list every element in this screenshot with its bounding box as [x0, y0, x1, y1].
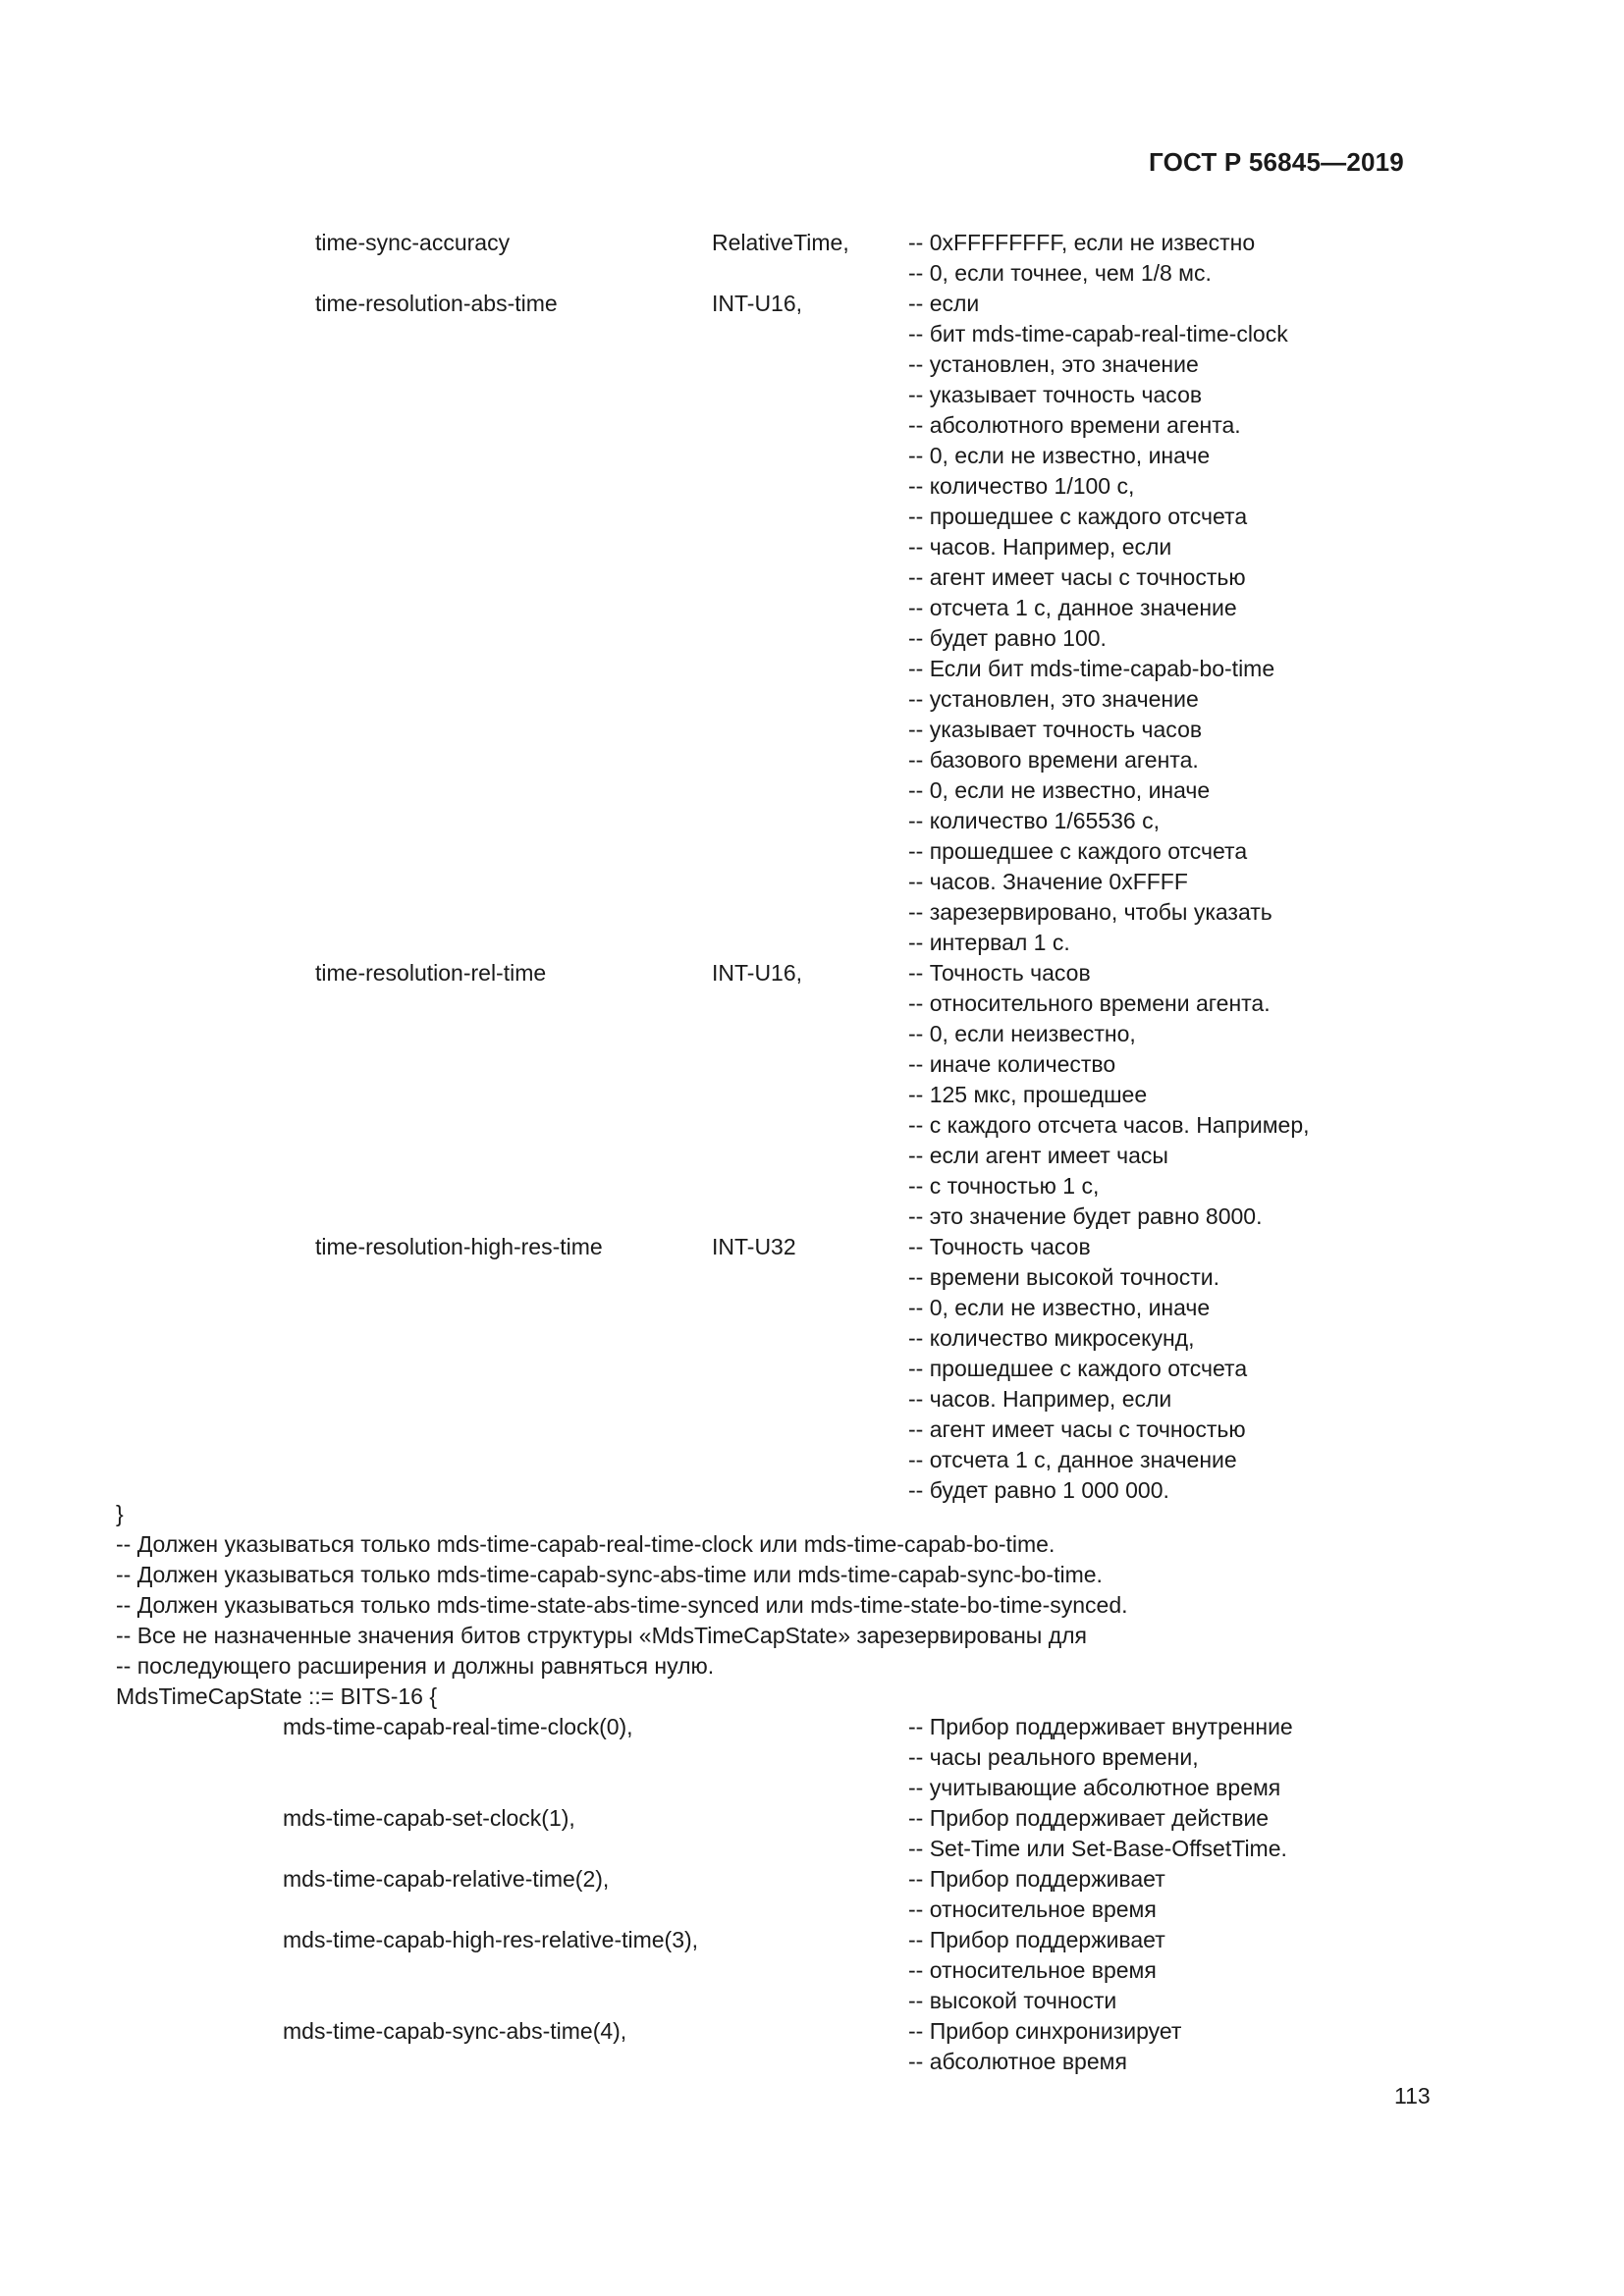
comment-line: -- если	[908, 291, 980, 316]
standard-designation: ГОСТ Р 56845—2019	[1149, 147, 1404, 177]
text-line: }	[116, 1501, 124, 1526]
comment-line: -- часы реального времени,	[908, 1744, 1199, 1770]
attribute-comment	[908, 1232, 1247, 1506]
attribute-type: INT-U16,	[712, 960, 803, 986]
text-line: -- последующего расширения и должны равняться нулю.	[116, 1653, 715, 1679]
comment-line: -- учитывающие абсолютное время	[908, 1775, 1281, 1800]
comment-line: -- 0, если не известно, иначе	[908, 777, 1211, 803]
comment-line: -- относительное время	[908, 1957, 1157, 1983]
comment-line: -- агент имеет часы с точностью	[908, 1416, 1246, 1442]
comment-line: -- Прибор поддерживает	[908, 1927, 1165, 1952]
comment-line: -- 0, если не известно, иначе	[908, 1295, 1211, 1320]
comment-line: -- базового времени агента.	[908, 747, 1199, 773]
attribute-name: time-sync-accuracy	[315, 230, 511, 255]
comment-line: -- Прибор синхронизирует	[908, 2018, 1182, 2044]
bit-name: mds-time-capab-set-clock(1),	[283, 1805, 575, 1831]
bit-name: mds-time-capab-sync-abs-time(4),	[283, 2018, 627, 2044]
attribute-type: INT-U32	[712, 1234, 796, 1259]
comment-line: -- интервал 1 с.	[908, 930, 1070, 955]
comment-line: -- с каждого отсчета часов. Например,	[908, 1112, 1310, 1138]
attribute-row	[0, 289, 1624, 958]
comment-line: -- количество 1/65536 с,	[908, 808, 1160, 833]
bit-name: mds-time-capab-real-time-clock(0),	[283, 1714, 633, 1739]
comment-line: -- часов. Например, если	[908, 534, 1172, 560]
comment-line: -- 0, если неизвестно,	[908, 1021, 1136, 1046]
comment-line: -- отсчета 1 с, данное значение	[908, 595, 1237, 620]
text-line: -- Должен указываться только mds-time-capab-real-time-clock или mds-time-capab-bo-time.	[116, 1531, 1056, 1557]
comment-line: -- бит mds-time-capab-real-time-clock	[908, 321, 1288, 347]
comment-line: -- относительного времени агента.	[908, 990, 1271, 1016]
comment-line: -- 0xFFFFFFFF, если не известно	[908, 230, 1256, 255]
attribute-type: RelativeTime,	[712, 230, 849, 255]
bit-name: mds-time-capab-relative-time(2),	[283, 1866, 610, 1892]
comment-line: -- Прибор поддерживает	[908, 1866, 1165, 1892]
comment-line: -- это значение будет равно 8000.	[908, 1203, 1263, 1229]
comment-line: -- прошедшее с каждого отсчета	[908, 1356, 1248, 1381]
page-number: 113	[1394, 2083, 1431, 2109]
comment-line: -- Точность часов	[908, 1234, 1091, 1259]
comment-line: -- времени высокой точности.	[908, 1264, 1220, 1290]
comment-line: -- 125 мкс, прошедшее	[908, 1082, 1148, 1107]
comment-line: -- часов. Значение 0xFFFF	[908, 869, 1188, 894]
comment-line: -- относительное время	[908, 1896, 1157, 1922]
comment-line: -- с точностью 1 с,	[908, 1173, 1100, 1199]
attribute-row	[0, 958, 1624, 1232]
comment-line: -- указывает точность часов	[908, 717, 1203, 742]
comment-line: -- 0, если точнее, чем 1/8 мс.	[908, 260, 1212, 286]
comment-line: -- отсчета 1 с, данное значение	[908, 1447, 1237, 1472]
bit-comment	[908, 1803, 1287, 1864]
comment-line: -- если агент имеет часы	[908, 1143, 1168, 1168]
text-line: -- Должен указываться только mds-time-capab-sync-abs-time или mds-time-capab-sync-bo-time.	[116, 1562, 1103, 1587]
text-line: -- Все не назначенные значения битов структуры «MdsTimeCapState» зарезервированы для	[116, 1623, 1087, 1648]
attribute-row	[0, 228, 1624, 289]
comment-line: -- количество 1/100 с,	[908, 473, 1135, 499]
comment-line: -- установлен, это значение	[908, 686, 1199, 712]
text-line: -- Должен указываться только mds-time-state-abs-time-synced или mds-time-state-bo-time-synced.	[116, 1592, 1128, 1618]
comment-line: -- высокой точности	[908, 1988, 1117, 2013]
bit-row	[0, 1925, 1624, 2016]
attribute-type: INT-U16,	[712, 291, 803, 316]
bit-comment	[908, 1712, 1293, 1803]
comment-line: -- будет равно 100.	[908, 625, 1107, 651]
bit-comment	[908, 1925, 1165, 2016]
comment-line: -- агент имеет часы с точностью	[908, 564, 1246, 590]
comment-line: -- прошедшее с каждого отсчета	[908, 504, 1248, 529]
comment-line: -- часов. Например, если	[908, 1386, 1172, 1412]
comment-line: -- Set-Time или Set-Base-OffsetTime.	[908, 1836, 1287, 1861]
comment-line: -- зарезервировано, чтобы указать	[908, 899, 1272, 925]
comment-line: -- абсолютного времени агента.	[908, 412, 1241, 438]
comment-line: -- 0, если не известно, иначе	[908, 443, 1211, 468]
text-line: MdsTimeCapState ::= BITS-16 {	[116, 1683, 438, 1709]
comment-line: -- Точность часов	[908, 960, 1091, 986]
comment-line: -- Если бит mds-time-capab-bo-time	[908, 656, 1275, 681]
comment-line: -- указывает точность часов	[908, 382, 1203, 407]
bit-comment	[908, 2016, 1181, 2077]
bits-notes-block	[116, 1499, 1128, 1712]
comment-line: -- установлен, это значение	[908, 351, 1199, 377]
comment-line: -- количество микросекунд,	[908, 1325, 1195, 1351]
attribute-name: time-resolution-rel-time	[315, 960, 547, 986]
comment-line: -- иначе количество	[908, 1051, 1116, 1077]
attribute-name: time-resolution-high-res-time	[315, 1234, 603, 1259]
attribute-row	[0, 1232, 1624, 1506]
comment-line: -- прошедшее с каждого отсчета	[908, 838, 1248, 864]
bit-row	[0, 1864, 1624, 1925]
bit-row	[0, 2016, 1624, 2077]
attribute-comment	[908, 228, 1255, 289]
comment-line: -- Прибор поддерживает внутренние	[908, 1714, 1293, 1739]
bit-row	[0, 1712, 1624, 1803]
comment-line: -- Прибор поддерживает действие	[908, 1805, 1270, 1831]
bit-row	[0, 1803, 1624, 1864]
attribute-name: time-resolution-abs-time	[315, 291, 558, 316]
attribute-comment	[908, 958, 1310, 1232]
attribute-comment	[908, 289, 1288, 958]
bit-comment	[908, 1864, 1165, 1925]
comment-line: -- будет равно 1 000 000.	[908, 1477, 1169, 1503]
bit-name: mds-time-capab-high-res-relative-time(3),	[283, 1927, 699, 1952]
comment-line: -- абсолютное время	[908, 2049, 1127, 2074]
